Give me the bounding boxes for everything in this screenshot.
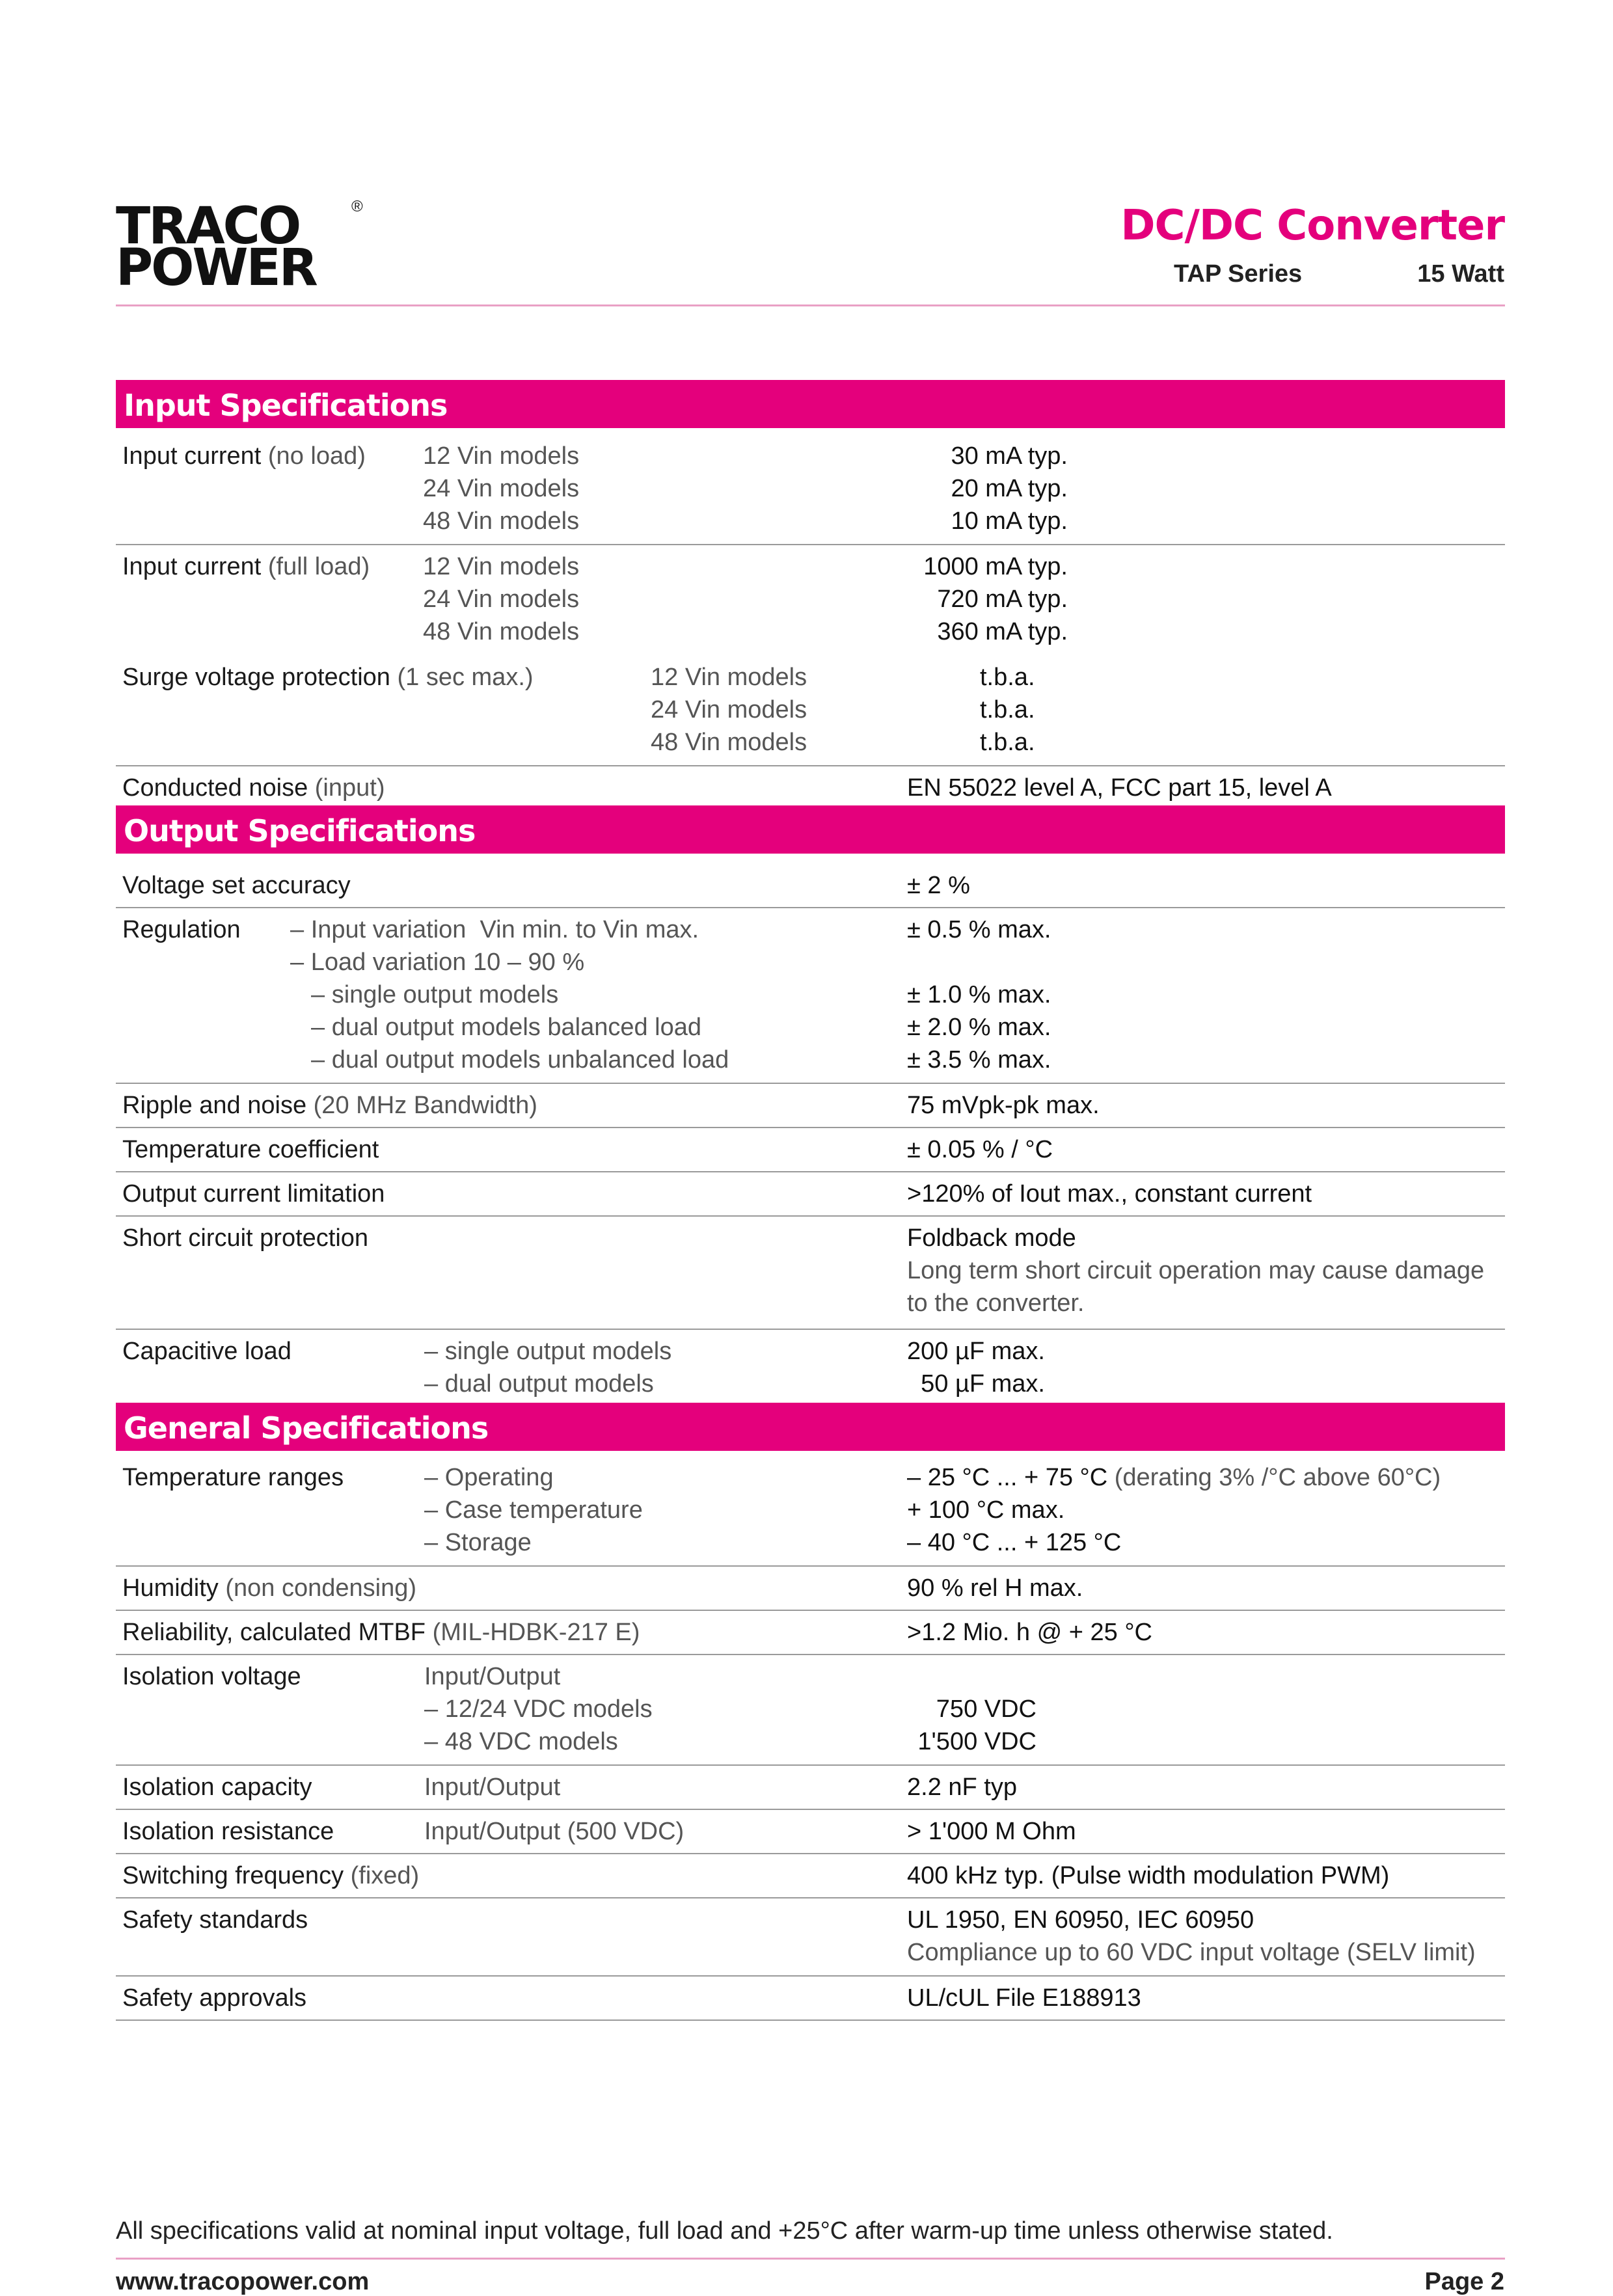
value-regulation-dual-unbalanced: ± 3.5 % max. xyxy=(907,1046,1051,1074)
value-isolation-48: 1'500 VDC xyxy=(917,1728,1037,1755)
row-divider xyxy=(116,1171,1505,1172)
regulation-input-variation: – Input variation Vin min. to Vin max. xyxy=(290,916,699,943)
header-divider xyxy=(116,304,1505,306)
row-divider xyxy=(116,544,1505,545)
note-short-circuit-1: Long term short circuit operation may cause damage xyxy=(907,1257,1485,1284)
value-no-load-12: 30 mA typ. xyxy=(951,442,1068,470)
row-label-humidity: Humidity (non condensing) xyxy=(122,1574,417,1602)
model-48vin: 48 Vin models xyxy=(423,507,580,535)
row-divider xyxy=(116,1083,1505,1084)
value-humidity: 90 % rel H max. xyxy=(907,1574,1083,1602)
model-24vin: 24 Vin models xyxy=(423,586,580,613)
value-no-load-48: 10 mA typ. xyxy=(951,507,1068,535)
model-48vin: 48 Vin models xyxy=(651,729,807,756)
value-short-circuit-protection: Foldback mode xyxy=(907,1224,1076,1252)
temp-range-storage: – Storage xyxy=(424,1529,532,1556)
value-temp-storage: – 40 °C ... + 125 °C xyxy=(907,1529,1122,1556)
temp-range-case: – Case temperature xyxy=(424,1496,643,1524)
row-label-voltage-set-accuracy: Voltage set accuracy xyxy=(122,872,351,899)
value-regulation-input: ± 0.5 % max. xyxy=(907,916,1051,943)
value-switching-frequency: 400 kHz typ. (Pulse width modulation PWM) xyxy=(907,1862,1390,1889)
row-divider xyxy=(116,907,1505,908)
row-divider xyxy=(116,1329,1505,1330)
value-safety-standards: UL 1950, EN 60950, IEC 60950 xyxy=(907,1906,1254,1934)
row-label-short-circuit-protection: Short circuit protection xyxy=(122,1224,369,1252)
row-label-input-current-no-load: Input current (no load) xyxy=(122,442,366,470)
value-voltage-set-accuracy: ± 2 % xyxy=(907,872,970,899)
row-divider xyxy=(116,1975,1505,1977)
value-isolation-12-24: 750 VDC xyxy=(936,1695,1037,1723)
footer-divider xyxy=(116,2258,1505,2260)
logo-line1: TRACO xyxy=(116,197,300,256)
row-label-safety-approvals: Safety approvals xyxy=(122,1984,307,2012)
row-label-isolation-voltage: Isolation voltage xyxy=(122,1663,301,1690)
row-label-input-current-full-load: Input current (full load) xyxy=(122,553,370,580)
value-isolation-resistance: > 1'000 M Ohm xyxy=(907,1818,1076,1845)
isolation-voltage-48: – 48 VDC models xyxy=(424,1728,618,1755)
value-regulation-dual-balanced: ± 2.0 % max. xyxy=(907,1014,1051,1041)
model-48vin: 48 Vin models xyxy=(423,618,580,645)
value-surge-48: t.b.a. xyxy=(980,729,1035,756)
value-reliability: >1.2 Mio. h @ + 25 °C xyxy=(907,1619,1152,1646)
isolation-capacity-io: Input/Output xyxy=(424,1774,561,1801)
value-surge-12: t.b.a. xyxy=(980,664,1035,691)
regulation-dual-unbalanced: – dual output models unbalanced load xyxy=(311,1046,729,1074)
value-temperature-coefficient: ± 0.05 % / °C xyxy=(907,1136,1053,1163)
value-regulation-single: ± 1.0 % max. xyxy=(907,981,1051,1008)
row-label-output-current-limitation: Output current limitation xyxy=(122,1180,385,1208)
temp-range-operating: – Operating xyxy=(424,1464,554,1491)
document-title: DC/DC Converter xyxy=(1120,202,1504,250)
section-title-input: Input Specifications xyxy=(124,388,448,423)
value-output-current-limitation: >120% of Iout max., constant current xyxy=(907,1180,1312,1208)
row-divider xyxy=(116,1764,1505,1766)
section-bar-general xyxy=(116,1403,1505,1451)
row-divider xyxy=(116,1809,1505,1810)
isolation-resistance-io: Input/Output (500 VDC) xyxy=(424,1818,685,1845)
capacitive-dual-output: – dual output models xyxy=(424,1370,654,1398)
value-full-load-48: 360 mA typ. xyxy=(937,618,1068,645)
row-divider xyxy=(116,2019,1505,2021)
regulation-dual-balanced: – dual output models balanced load xyxy=(311,1014,702,1041)
row-label-conducted-noise: Conducted noise (input) xyxy=(122,774,385,802)
isolation-voltage-io: Input/Output xyxy=(424,1663,561,1690)
value-surge-24: t.b.a. xyxy=(980,696,1035,723)
row-divider xyxy=(116,1853,1505,1854)
row-divider xyxy=(116,1565,1505,1567)
value-capacitive-single: 200 µF max. xyxy=(907,1338,1045,1365)
note-short-circuit-2: to the converter. xyxy=(907,1290,1085,1317)
value-no-load-24: 20 mA typ. xyxy=(951,475,1068,502)
row-divider xyxy=(116,1215,1505,1217)
section-bar-output xyxy=(116,805,1505,854)
value-capacitive-dual: 50 µF max. xyxy=(907,1370,1045,1398)
series-label: TAP Series xyxy=(1174,260,1303,288)
page-number: Page 2 xyxy=(1424,2268,1504,2295)
section-title-output: Output Specifications xyxy=(124,813,476,848)
model-12vin: 12 Vin models xyxy=(651,664,807,691)
row-label-regulation: Regulation xyxy=(122,916,241,943)
model-12vin: 12 Vin models xyxy=(423,442,580,470)
model-12vin: 12 Vin models xyxy=(423,553,580,580)
footer-url-link[interactable]: www.tracopower.com xyxy=(116,2268,370,2295)
row-label-surge-voltage: Surge voltage protection (1 sec max.) xyxy=(122,664,534,691)
regulation-single-output: – single output models xyxy=(311,981,559,1008)
row-label-capacitive-load: Capacitive load xyxy=(122,1338,291,1365)
row-label-safety-standards: Safety standards xyxy=(122,1906,308,1934)
traco-power-logo xyxy=(116,197,376,297)
value-ripple-noise: 75 mVpk-pk max. xyxy=(907,1092,1100,1119)
row-label-temperature-coefficient: Temperature coefficient xyxy=(122,1136,379,1163)
value-isolation-capacity: 2.2 nF typ xyxy=(907,1774,1017,1801)
value-full-load-12: 1000 mA typ. xyxy=(923,553,1068,580)
footer-note: All specifications valid at nominal input voltage, full load and +25°C after warm-up time unless otherwise stated. xyxy=(116,2217,1333,2245)
logo-registered-mark: ® xyxy=(351,198,363,215)
row-divider xyxy=(116,1610,1505,1611)
row-label-isolation-capacity: Isolation capacity xyxy=(122,1774,312,1801)
value-temp-operating: – 25 °C ... + 75 °C (derating 3% /°C above 60°C) xyxy=(907,1464,1441,1491)
row-divider xyxy=(116,1127,1505,1128)
row-label-isolation-resistance: Isolation resistance xyxy=(122,1818,334,1845)
regulation-load-variation: – Load variation 10 – 90 % xyxy=(290,949,585,976)
section-title-general: General Specifications xyxy=(124,1411,489,1446)
section-bar-input xyxy=(116,380,1505,428)
value-conducted-noise: EN 55022 level A, FCC part 15, level A xyxy=(907,774,1332,802)
row-label-ripple-noise: Ripple and noise (20 MHz Bandwidth) xyxy=(122,1092,537,1119)
model-24vin: 24 Vin models xyxy=(651,696,807,723)
logo-line2: POWER xyxy=(116,239,316,297)
power-rating: 15 Watt xyxy=(1417,260,1504,288)
row-divider xyxy=(116,1654,1505,1655)
capacitive-single-output: – single output models xyxy=(424,1338,672,1365)
value-full-load-24: 720 mA typ. xyxy=(937,586,1068,613)
row-label-reliability: Reliability, calculated MTBF (MIL-HDBK-217 E) xyxy=(122,1619,640,1646)
row-divider xyxy=(116,1897,1505,1898)
note-safety-standards: Compliance up to 60 VDC input voltage (SELV limit) xyxy=(907,1939,1476,1966)
row-label-temperature-ranges: Temperature ranges xyxy=(122,1464,344,1491)
row-label-switching-frequency: Switching frequency (fixed) xyxy=(122,1862,420,1889)
row-divider xyxy=(116,765,1505,766)
value-temp-case: + 100 °C max. xyxy=(907,1496,1065,1524)
value-safety-approvals: UL/cUL File E188913 xyxy=(907,1984,1141,2012)
isolation-voltage-12-24: – 12/24 VDC models xyxy=(424,1695,653,1723)
model-24vin: 24 Vin models xyxy=(423,475,580,502)
